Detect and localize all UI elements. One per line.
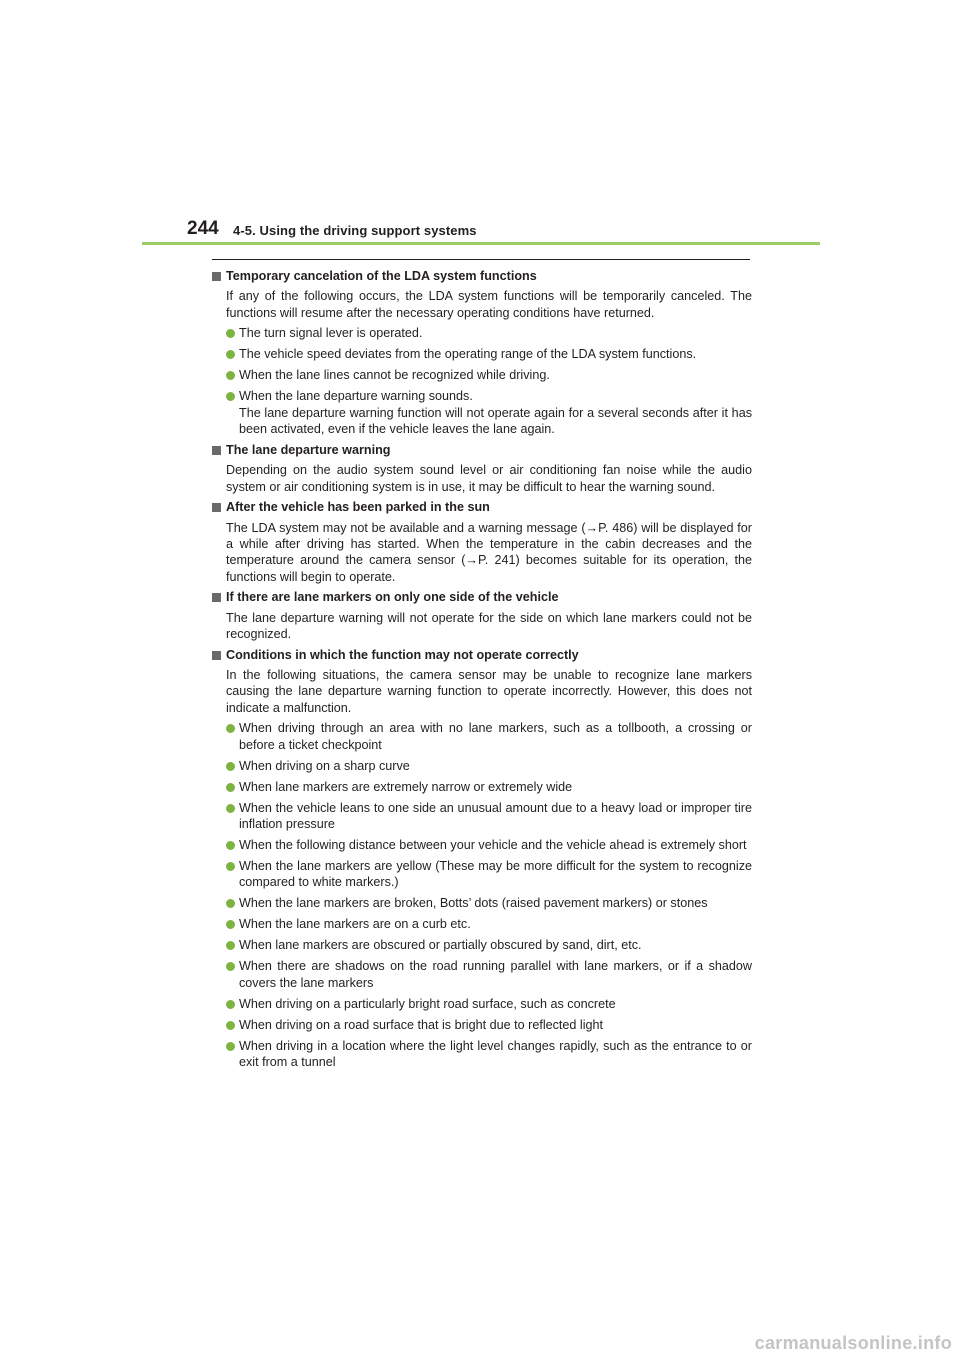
list-item <box>226 325 752 341</box>
bullet-list <box>212 720 752 1070</box>
section <box>212 499 752 585</box>
paragraph: If any of the following occurs, the LDA system functions will be temporarily canceled. The functions will resume after the necessary operating conditions have returned. <box>226 289 752 320</box>
list-item <box>226 800 752 833</box>
list-item-text: When there are shadows on the road running parallel with lane markers, or if a shadow covers the lane markers <box>239 959 752 990</box>
section-heading-text: If there are lane markers on only one side of the vehicle <box>226 590 559 605</box>
paragraph: Depending on the audio system sound level or air conditioning fan noise while the audio system or air conditioning system is in use, it may be difficult to hear the warning sound. <box>226 463 752 494</box>
section-heading <box>212 647 752 663</box>
round-bullet-icon <box>226 371 235 380</box>
list-item <box>226 779 752 795</box>
square-bullet-icon <box>212 593 221 602</box>
list-item <box>226 388 752 437</box>
list-item <box>226 837 752 853</box>
list-item-text: The vehicle speed deviates from the operating range of the LDA system functions. <box>239 347 697 362</box>
list-item <box>226 916 752 932</box>
list-item-text: When the lane lines cannot be recognized while driving. <box>239 368 550 383</box>
list-item <box>226 346 752 362</box>
watermark: carmanualsonline.info <box>754 1333 952 1353</box>
page-header <box>142 212 820 248</box>
round-bullet-icon <box>226 783 235 792</box>
section-title: 4-5. Using the driving support systems <box>233 223 477 238</box>
list-item-text: When the lane departure warning sounds. The lane departure warning function will not operate again for a several seconds after it has been activated, even if the vehicle leaves the lane again. <box>239 389 752 437</box>
round-bullet-icon <box>226 724 235 733</box>
section <box>212 647 752 1071</box>
list-item-text: When the following distance between your vehicle and the vehicle ahead is extremely short <box>239 837 747 852</box>
section-heading-text: Conditions in which the function may not operate correctly <box>226 647 579 662</box>
round-bullet-icon <box>226 841 235 850</box>
list-item <box>226 758 752 774</box>
section-heading-text: Temporary cancelation of the LDA system functions <box>226 269 537 283</box>
list-item-text: When lane markers are extremely narrow or extremely wide <box>239 779 573 794</box>
list-item <box>226 367 752 383</box>
section-heading <box>212 589 752 605</box>
list-item-text: When driving on a particularly bright road surface, such as concrete <box>239 996 616 1011</box>
list-item-text: When lane markers are obscured or partially obscured by sand, dirt, etc. <box>239 938 642 953</box>
list-item <box>226 858 752 891</box>
section-heading-text: After the vehicle has been parked in the sun <box>226 500 490 515</box>
list-item <box>226 895 752 911</box>
round-bullet-icon <box>226 1000 235 1009</box>
list-item-text: When the lane markers are on a curb etc. <box>239 917 471 932</box>
round-bullet-icon <box>226 920 235 929</box>
square-bullet-icon <box>212 446 221 455</box>
paragraph: The LDA system may not be available and a warning message (→P. 486) will be displayed for a while after driving has started. When the temperature in the cabin decreases and the temperature around the camera sensor (→P. 241) becomes suitable for its operation, the functions will begin to operate. <box>226 520 752 584</box>
list-item-text: When driving in a location where the light level changes rapidly, such as the entrance to or exit from a tunnel <box>239 1038 752 1070</box>
section-heading <box>212 442 752 458</box>
list-item <box>226 720 752 753</box>
round-bullet-icon <box>226 762 235 771</box>
list-item <box>226 1038 752 1071</box>
list-item-text: When driving on a sharp curve <box>239 758 410 773</box>
bullet-list <box>212 325 752 437</box>
header-divider <box>142 242 820 245</box>
list-item-text: When the vehicle leans to one side an unusual amount due to a heavy load or improper tire inflation pressure <box>239 800 752 831</box>
content-divider <box>212 259 750 260</box>
square-bullet-icon <box>212 272 221 281</box>
section-heading <box>212 499 752 515</box>
list-item-text: The turn signal lever is operated. <box>239 326 423 341</box>
round-bullet-icon <box>226 941 235 950</box>
section <box>212 268 752 437</box>
section <box>212 589 752 642</box>
section-heading-text: The lane departure warning <box>226 443 391 458</box>
round-bullet-icon <box>226 804 235 813</box>
list-item <box>226 1017 752 1033</box>
content-body <box>212 268 752 1075</box>
round-bullet-icon <box>226 862 235 871</box>
section-heading <box>212 268 752 284</box>
round-bullet-icon <box>226 1042 235 1051</box>
list-item-text: When the lane markers are broken, Botts’ dots (raised pavement markers) or stones <box>239 896 708 911</box>
list-item-text: When driving on a road surface that is bright due to reflected light <box>239 1017 604 1032</box>
round-bullet-icon <box>226 962 235 971</box>
round-bullet-icon <box>226 1021 235 1030</box>
paragraph: In the following situations, the camera sensor may be unable to recognize lane markers causing the lane departure warning function to operate incorrectly. However, this does not indicate a malfunction. <box>226 667 752 715</box>
paragraph: The lane departure warning will not operate for the side on which lane markers could not be recognized. <box>226 610 752 642</box>
list-item <box>226 937 752 953</box>
list-item-text: When the lane markers are yellow (These may be more difficult for the system to recognize compared to white markers.) <box>239 858 752 890</box>
square-bullet-icon <box>212 503 221 512</box>
list-item <box>226 958 752 991</box>
round-bullet-icon <box>226 329 235 338</box>
page-number: 244 <box>187 218 219 239</box>
round-bullet-icon <box>226 392 235 401</box>
round-bullet-icon <box>226 350 235 359</box>
list-item-text: When driving through an area with no lane markers, such as a tollbooth, a crossing or before a ticket checkpoint <box>239 721 752 752</box>
square-bullet-icon <box>212 651 221 660</box>
list-item <box>226 996 752 1012</box>
round-bullet-icon <box>226 899 235 908</box>
section <box>212 442 752 495</box>
